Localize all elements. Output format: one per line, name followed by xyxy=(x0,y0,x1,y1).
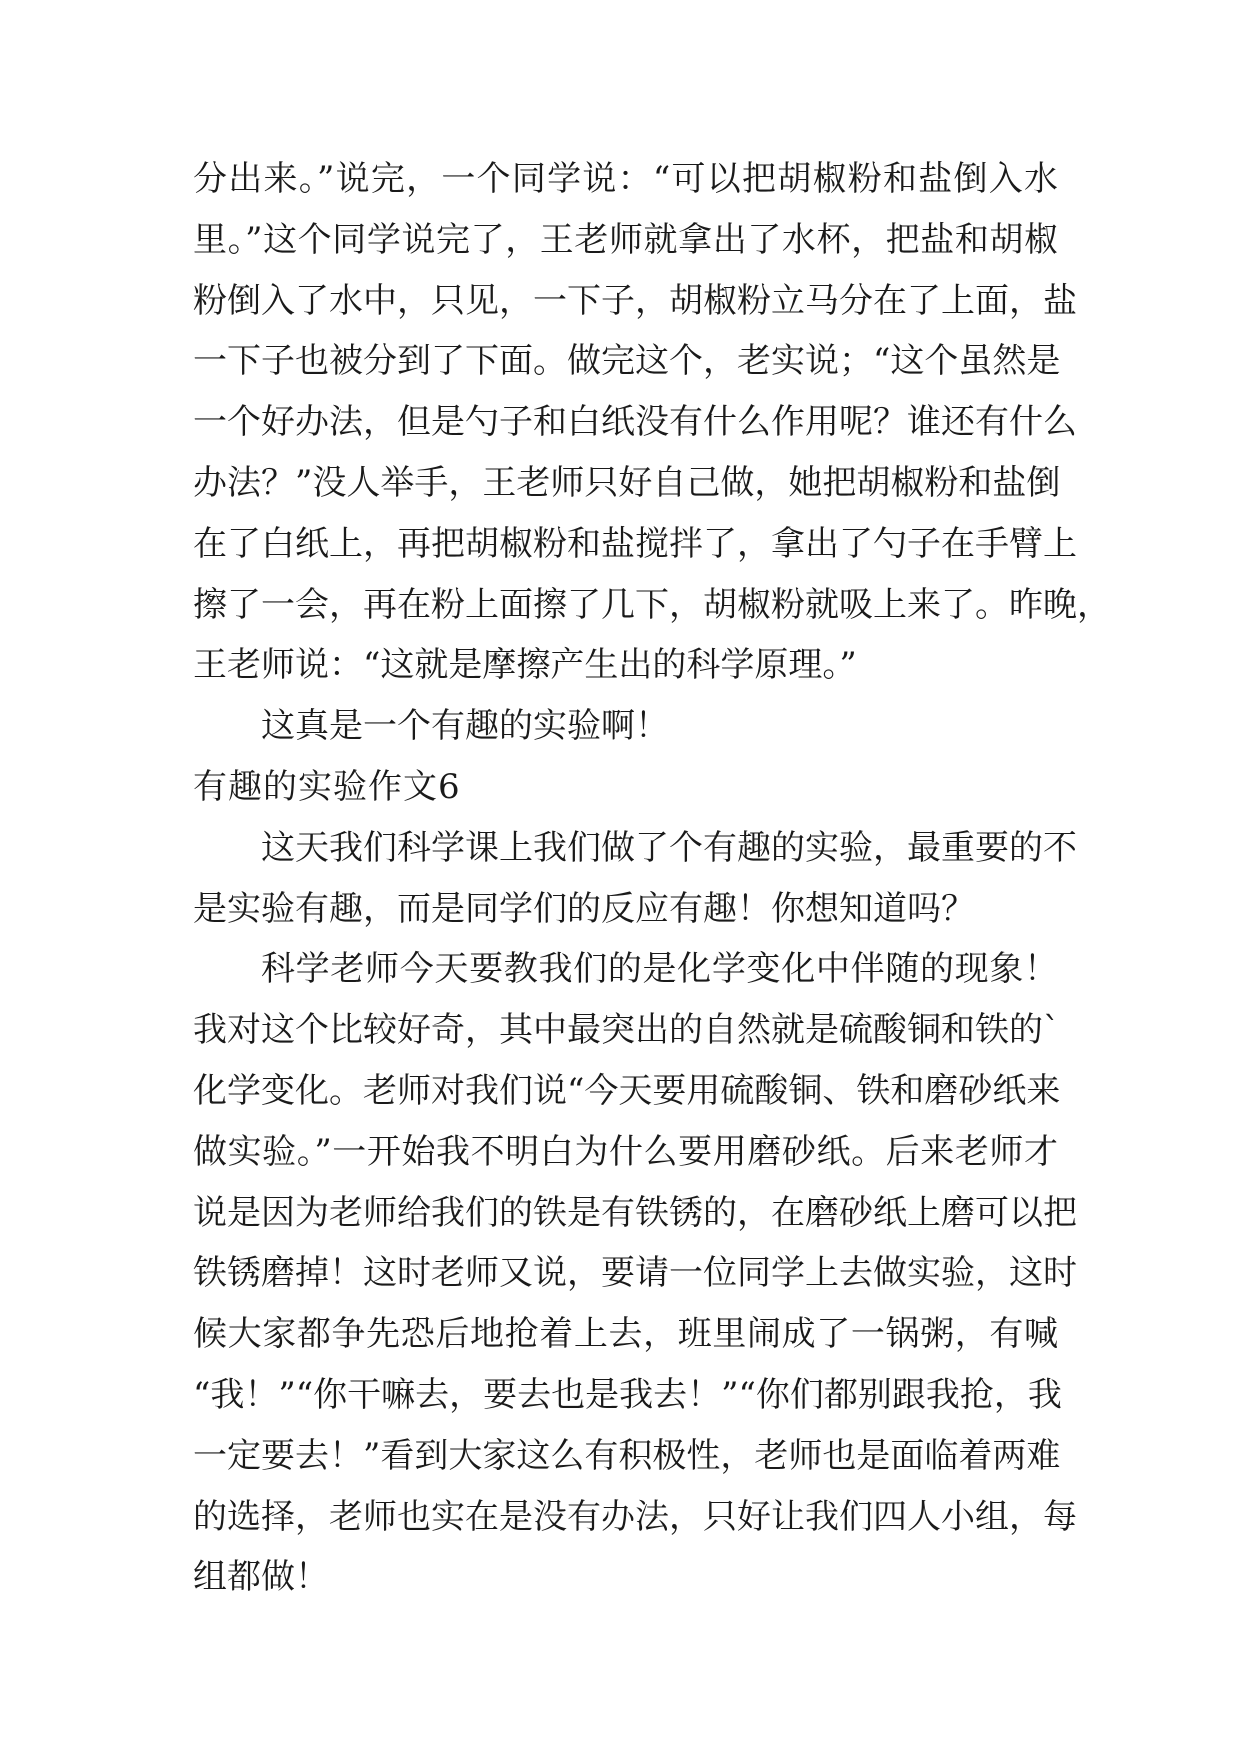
text-line: 做实验。”一开始我不明白为什么要用磨砂纸。后来老师才 xyxy=(193,1131,1058,1172)
paragraph xyxy=(193,818,1077,940)
text-line: 在了白纸上，再把胡椒粉和盐搅拌了，拿出了勺子在手臂上 xyxy=(193,523,1077,564)
document-body xyxy=(193,149,1111,1608)
text-line: 王老师说：“这就是摩擦产生出的科学原理。” xyxy=(193,645,857,686)
text-line: 一下子也被分到了下面。做完这个，老实说；“这个虽然是 xyxy=(193,341,1061,382)
text-line: 分出来。”说完，一个同学说：“可以把胡椒粉和盐倒入水 xyxy=(193,159,1058,199)
text-line: 的选择，老师也实在是没有办法，只好让我们四人小组，每 xyxy=(193,1496,1077,1537)
text-line: 这真是一个有趣的实验啊！ xyxy=(261,706,669,747)
text-line: “我！”“你干嘛去，要去也是我去！”“你们都别跟我抢，我 xyxy=(193,1374,1062,1415)
text-line: 是实验有趣，而是同学们的反应有趣！你想知道吗？ xyxy=(193,888,975,929)
text-line: 一个好办法，但是勺子和白纸没有什么作用呢？谁还有什么 xyxy=(193,402,1077,443)
section-heading: 有趣的实验作文6 xyxy=(193,766,461,807)
text-line: 办法？”没人举手，王老师只好自己做，她把胡椒粉和盐倒 xyxy=(193,462,1061,503)
paragraph xyxy=(193,149,1111,696)
paragraph xyxy=(193,939,1077,1608)
text-line: 粉倒入了水中，只见，一下子，胡椒粉立马分在了上面，盐 xyxy=(193,280,1077,321)
text-line: 说是因为老师给我们的铁是有铁锈的，在磨砂纸上磨可以把 xyxy=(193,1192,1077,1233)
text-line: 里。”这个同学说完了，王老师就拿出了水杯，把盐和胡椒 xyxy=(193,219,1058,260)
text-line: 候大家都争先恐后地抢着上去，班里闹成了一锅粥，有喊 xyxy=(193,1314,1058,1355)
text-line: 科学老师今天要教我们的是化学变化中伴随的现象！ xyxy=(261,949,1058,990)
text-line: 铁锈磨掉！这时老师又说，要请一位同学上去做实验，这时 xyxy=(193,1253,1077,1294)
text-line: 擦了一会，再在粉上面擦了几下，胡椒粉就吸上来了。昨晚， xyxy=(193,584,1111,625)
text-line: 化学变化。老师对我们说“今天要用硫酸铜、铁和磨砂纸来 xyxy=(193,1070,1061,1111)
text-line: 一定要去！”看到大家这么有积极性，老师也是面临着两难 xyxy=(193,1435,1061,1476)
text-line: 组都做！ xyxy=(193,1557,329,1598)
paragraph xyxy=(193,696,1058,757)
text-line: 这天我们科学课上我们做了个有趣的实验，最重要的不 xyxy=(261,827,1077,868)
text-line: 我对这个比较好奇，其中最突出的自然就是硫酸铜和铁的` xyxy=(193,1010,1060,1051)
